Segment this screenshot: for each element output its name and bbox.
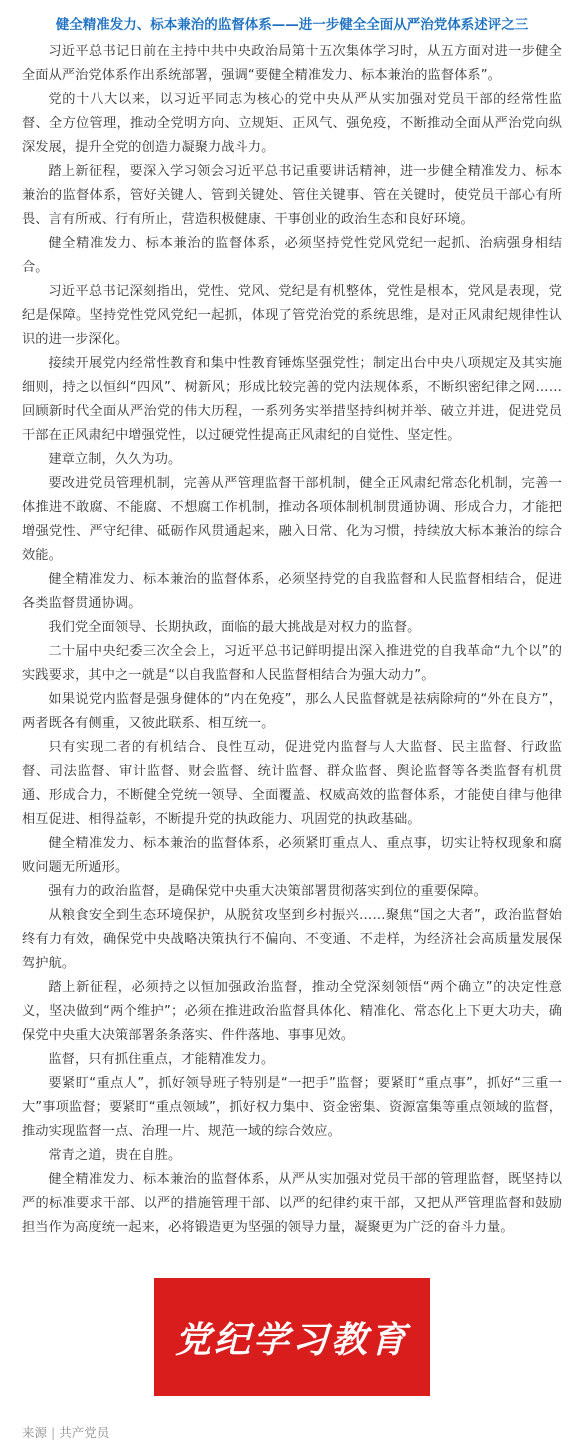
paragraph: 踏上新征程，必须持之以恒加强政治监督，推动全党深刻领悟“两个确立”的决定性意义，坚决做到“两个维护”；必须在推进政治监督具体化、精准化、常态化上下更大功夫，确保党中央重大决策部署条条落实、件件落地、事事见效。 [22, 980, 562, 1043]
paragraph: 从粮食安全到生态环境保护，从脱贫攻坚到乡村振兴……聚焦“国之大者”，政治监督始终有力有效，确保党中央战略决策执行不偏向、不变通、不走样，为经济社会高质量发展保驾护航。 [22, 908, 562, 971]
paragraph: 建章立制，久久为功。 [48, 452, 182, 467]
paragraph: 健全精准发力、标本兼治的监督体系，必须坚持党的自我监督和人民监督相结合，促进各类监督贯通协调。 [22, 572, 562, 611]
paragraph: 习近平总书记日前在主持中共中央政治局第十五次集体学习时，从五方面对进一步健全全面从严治党体系作出系统部署，强调“要健全精准发力、标本兼治的监督体系”。 [22, 44, 562, 83]
source-line [22, 1424, 109, 1442]
source-name: 共产党员 [59, 1425, 110, 1440]
paragraph: 健全精准发力、标本兼治的监督体系，从严从实加强对党员干部的管理监督，既坚持以严的标准要求干部、以严的措施管理干部、以严的纪律约束干部，又把从严管理监督和鼓励担当作为高度统一起来，必将锻造更为坚强的领导力量，凝聚更为广泛的奋斗力量。 [22, 1172, 562, 1235]
paragraph: 监督，只有抓住重点，才能精准发力。 [48, 1052, 275, 1067]
paragraph: 习近平总书记深刻指出，党性、党风、党纪是有机整体，党性是根本，党风是表现，党纪是保障。坚持党性党风党纪一起抓，体现了管党治党的系统思维，是对正风肃纪规律性认识的进一步深化。 [22, 284, 562, 347]
paragraph: 只有实现二者的有机结合、良性互动，促进党内监督与人大监督、民主监督、行政监督、司法监督、审计监督、财会监督、统计监督、群众监督、舆论监督等各类监督有机贯通、形成合力，不断健全党统一领导、全面覆盖、权威高效的监督体系，才能使自律与他律相互促进、相得益彰，不断提升党的执政能力、巩固党的执政基础。 [22, 740, 562, 827]
paragraph: 二十届中央纪委三次全会上，习近平总书记鲜明提出深入推进党的自我革命“九个以”的实践要求，其中之一就是“以自我监督和人民监督相结合为强大动力”。 [22, 644, 562, 683]
paragraph: 强有力的政治监督，是确保党中央重大决策部署贯彻落实到位的重要保障。 [48, 884, 487, 899]
paragraph: 我们党全面领导、长期执政，面临的最大挑战是对权力的监督。 [48, 620, 421, 635]
source-separator: | [51, 1425, 56, 1440]
paragraph: 如果说党内监督是强身健体的“内在免疫”，那么人民监督就是祛病除疴的“外在良方”，两者既各有侧重，又彼此联系、相互统一。 [22, 692, 562, 731]
paragraph: 健全精准发力、标本兼治的监督体系，必须紧盯重点人、重点事，切实让特权现象和腐败问题无所遁形。 [22, 836, 562, 875]
paragraph: 党的十八大以来，以习近平同志为核心的党中央从严从实加强对党员干部的经常性监督、全方位管理，推动全党明方向、立规矩、正风气、强免疫，不断推动全面从严治党向纵深发展，提升全党的创造力凝聚力战斗力。 [22, 92, 562, 155]
article-body [22, 40, 562, 1240]
paragraph: 踏上新征程，要深入学习领会习近平总书记重要讲话精神，进一步健全精准发力、标本兼治的监督体系，管好关键人、管到关键处、管住关键事、管在关键时，使党员干部心有所畏、言有所戒、行有所止，营造积极健康、干事创业的政治生态和良好环境。 [22, 164, 562, 227]
paragraph: 健全精准发力、标本兼治的监督体系，必须坚持党性党风党纪一起抓、治病强身相结合。 [22, 236, 562, 275]
paragraph: 接续开展党内经常性教育和集中性教育锤炼坚强党性；制定出台中央八项规定及其实施细则，持之以恒纠“四风”、树新风；形成比较完善的党内法规体系，不断织密纪律之网……回顾新时代全面从严治党的伟大历程，一系列务实举措坚持纠树并举、破立并进，促进党员干部在正风肃纪中增强党性，以过硬党性提高正风肃纪的自觉性、坚定性。 [22, 356, 562, 443]
paragraph: 要紧盯“重点人”，抓好领导班子特别是“一把手”监督；要紧盯“重点事”，抓好“三重一大”事项监督；要紧盯“重点领域”，抓好权力集中、资金密集、资源富集等重点领域的监督，推动实现监督一点、治理一片、规范一域的综合效应。 [22, 1076, 562, 1139]
paragraph: 要改进党员管理机制，完善从严管理监督干部机制，健全正风肃纪常态化机制，完善一体推进不敢腐、不能腐、不想腐工作机制，推动各项体制机制贯通协调、形成合力，才能把增强党性、严守纪律、砥砺作风贯通起来，融入日常、化为习惯，持续放大标本兼治的综合效能。 [22, 476, 562, 563]
source-label: 来源 [22, 1425, 48, 1440]
banner-text: 党纪学习教育 [174, 1318, 409, 1361]
party-discipline-banner [154, 1278, 430, 1396]
article-title: 健全精准发力、标本兼治的监督体系——进一步健全全面从严治党体系述评之三 [55, 17, 529, 33]
paragraph: 常青之道，贵在自胜。 [48, 1148, 182, 1163]
banner-wrap [22, 1278, 562, 1396]
